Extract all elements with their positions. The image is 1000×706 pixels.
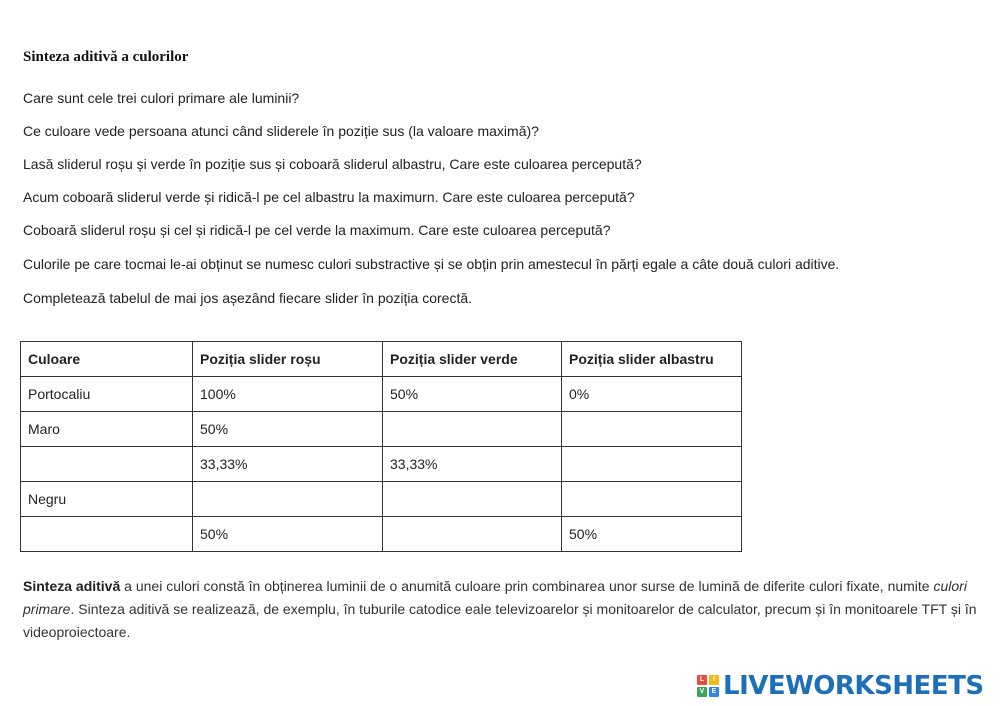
question-5: Coboară sliderul roșu și cel și ridică-l pe cel verde la maximum. Care este culoarea percepută? <box>23 222 611 238</box>
cell-color: Maro <box>21 412 193 447</box>
cell-red: 33,33% <box>193 447 383 482</box>
question-3: Lasă sliderul roșu și verde în poziție sus și coboară sliderul albastru, Care este culoarea percepută? <box>23 156 642 172</box>
table-row <box>21 412 742 447</box>
cell-green: 33,33% <box>383 447 562 482</box>
answer-cell-green[interactable] <box>383 412 562 447</box>
bold-term: Sinteza aditivă <box>23 578 121 594</box>
table-row <box>21 482 742 517</box>
instruction: Completează tabelul de mai jos așezând fiecare slider în poziția corectă. <box>23 290 473 306</box>
definition-paragraph <box>23 575 985 644</box>
answer-cell-red[interactable] <box>193 482 383 517</box>
cell-color: Portocaliu <box>21 377 193 412</box>
logo-block: L <box>697 675 707 685</box>
answer-cell-blue[interactable] <box>562 482 742 517</box>
logo-blocks-icon <box>697 675 719 697</box>
table-row <box>21 377 742 412</box>
logo-block: I <box>709 675 719 685</box>
header-slider-albastru: Poziția slider albastru <box>562 342 742 377</box>
italic-term: culori primare <box>23 578 967 617</box>
cell-red: 100% <box>193 377 383 412</box>
logo-block: V <box>697 687 707 697</box>
answer-cell-green[interactable] <box>383 517 562 552</box>
cell-color: Negru <box>21 482 193 517</box>
cell-red: 50% <box>193 517 383 552</box>
header-slider-rosu: Poziția slider roșu <box>193 342 383 377</box>
header-culoare: Culoare <box>21 342 193 377</box>
logo-text: LIVEWORKSHEETS <box>723 671 984 701</box>
header-slider-verde: Poziția slider verde <box>383 342 562 377</box>
cell-blue: 50% <box>562 517 742 552</box>
cell-green: 50% <box>383 377 562 412</box>
slider-table <box>20 341 742 552</box>
answer-cell-color[interactable] <box>21 517 193 552</box>
table-row <box>21 447 742 482</box>
liveworksheets-logo <box>697 670 984 702</box>
definition-text-1: a unei culori constă în obținerea luminii de o anumită culoare prin combinarea unor surse de lumină de diferite culori fixate, numite <box>120 578 934 594</box>
answer-cell-green[interactable] <box>383 482 562 517</box>
cell-red: 50% <box>193 412 383 447</box>
table-row <box>21 517 742 552</box>
question-4: Acum coboară sliderul verde și ridică-l pe cel albastru la maximurn. Care este culoarea percepută? <box>23 189 635 205</box>
cell-blue: 0% <box>562 377 742 412</box>
definition-text-2: . Sinteza aditivă se realizează, de exemplu, în tuburile catodice eale televizoarelor și monitoarelor de calculator, precum și în monitoarele TFT și în videoproiectoare. <box>23 601 977 640</box>
answer-cell-color[interactable] <box>21 447 193 482</box>
answer-cell-blue[interactable] <box>562 447 742 482</box>
logo-block: E <box>709 687 719 697</box>
document-title: Sinteza aditivă a culorilor <box>23 49 189 65</box>
answer-cell-blue[interactable] <box>562 412 742 447</box>
table-header-row <box>21 342 742 377</box>
question-2: Ce culoare vede persoana atunci când sliderele în poziție sus (la valoare maximă)? <box>23 123 539 139</box>
question-1: Care sunt cele trei culori primare ale luminii? <box>23 90 300 106</box>
question-6: Culorile pe care tocmai le-ai obținut se numesc culori substractive și se obțin prin amestecul în părți egale a câte două culori aditive. <box>23 256 840 272</box>
